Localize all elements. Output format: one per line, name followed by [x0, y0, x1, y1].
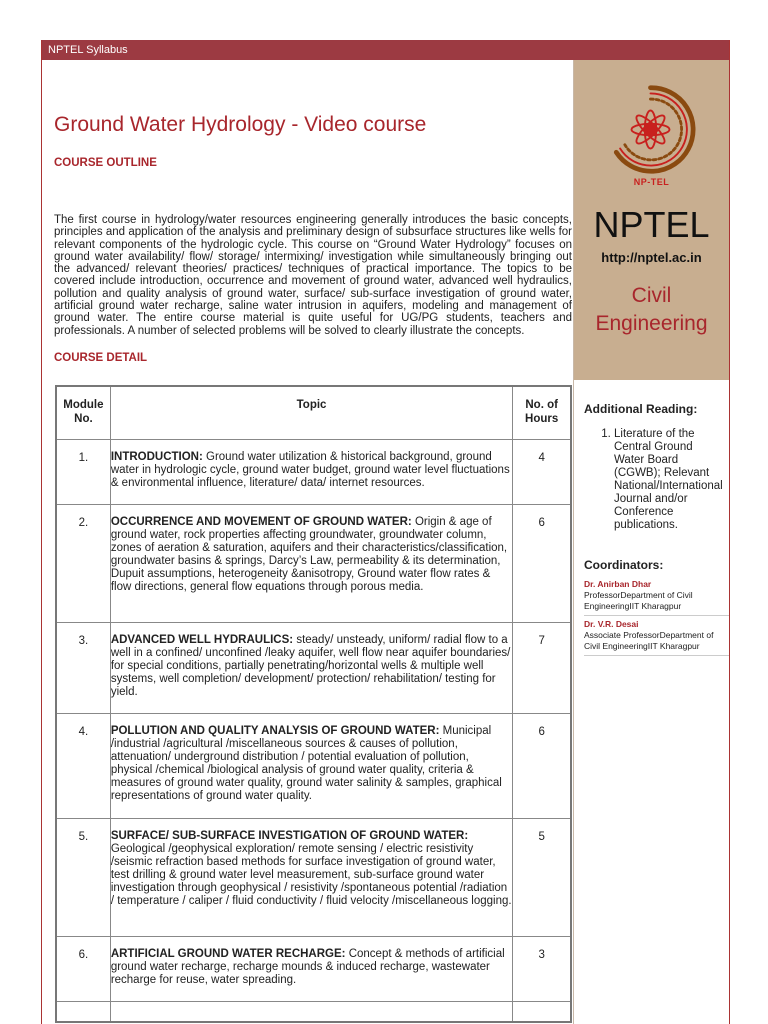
topic-cell [110, 440, 512, 505]
hours-cell: 4 [513, 440, 571, 505]
top-bar [42, 40, 729, 60]
topic-cell [110, 819, 512, 937]
table-header-row [56, 386, 571, 440]
table-row [56, 623, 571, 714]
topic-heading: ARTIFICIAL GROUND WATER RECHARGE: [110, 948, 346, 960]
module-number-cell: 5. [56, 819, 110, 937]
hours-cell: 6 [513, 505, 571, 623]
hours-cell: 3 [513, 937, 571, 1002]
header-hours: No. of Hours [513, 386, 571, 440]
topic-cell [110, 1002, 512, 1022]
topic-text: steady/ unsteady, uniform/ radial flow to a well in a confined/ unconfined /leaky aquifer, well flow near aquifer boundaries/ for special conditions, partially penetrating/horizontal wells & multiple well systems, well completion/ development/ protection/ rehabilitation/ testing for yield. [110, 634, 511, 698]
table-row [56, 714, 571, 819]
course-detail-heading: COURSE DETAIL [54, 352, 148, 364]
hours-cell: 6 [513, 714, 571, 819]
coordinators-heading: Coordinators: [584, 558, 664, 572]
sidebar-brand-panel [574, 60, 729, 380]
topic-heading: POLLUTION AND QUALITY ANALYSIS OF GROUND WATER: [110, 725, 440, 737]
topic-heading: SURFACE/ SUB-SURFACE INVESTIGATION OF GROUND WATER: [110, 830, 469, 842]
hours-cell [513, 1002, 571, 1022]
topic-heading: ADVANCED WELL HYDRAULICS: [110, 634, 294, 646]
department-name: Civil Engineering [595, 284, 708, 335]
coordinator-detail: Associate ProfessorDepartment of Civil EngineeringIIT Kharagpur [584, 630, 714, 651]
brand-name: NPTEL [593, 204, 710, 245]
coordinator-name[interactable]: Dr. Anirban Dhar [584, 579, 652, 589]
topic-text: Origin & age of ground water, rock properties affecting groundwater, groundwater column, zones of aeration & saturation, aquifers and their characteristics/classification, groundwater basins & springs, Darcy’s Law, permeability & its determination, Dupuit assumptions, heterogeneity &anisotropy, Ground water flow rates & flow directions, general flow equations through porous media. [110, 516, 508, 593]
module-number-cell: 1. [56, 440, 110, 505]
hours-cell: 7 [513, 623, 571, 714]
header-module: Module No. [56, 386, 110, 440]
additional-reading-heading: Additional Reading: [584, 402, 698, 416]
page-frame [41, 40, 730, 1024]
module-number-cell: 4. [56, 714, 110, 819]
brand-url[interactable]: http://nptel.ac.in [601, 250, 702, 265]
hours-cell: 5 [513, 819, 571, 937]
topic-text: Ground water utilization & historical background, ground water in hydrologic cycle, ground water budget, ground water level fluctuations & environmental influence, literature/ data/ internet resources. [110, 451, 510, 489]
coordinator-entry [584, 579, 729, 616]
course-title: Ground Water Hydrology - Video course [54, 113, 427, 136]
table-row [56, 937, 571, 1002]
topic-cell [110, 623, 512, 714]
module-number-cell: 6. [56, 937, 110, 1002]
topic-cell [110, 714, 512, 819]
main-content [42, 60, 573, 1024]
table-row [56, 819, 571, 937]
table-row [56, 1002, 571, 1022]
module-number-cell: 3. [56, 623, 110, 714]
topic-cell [110, 505, 512, 623]
topic-cell [110, 937, 512, 1002]
table-row [56, 440, 571, 505]
logo-caption: NP-TEL [633, 177, 670, 187]
topic-heading: OCCURRENCE AND MOVEMENT OF GROUND WATER: [110, 516, 412, 528]
table-row [56, 505, 571, 623]
sidebar [573, 60, 729, 1024]
coordinator-name[interactable]: Dr. V.R. Desai [584, 619, 639, 629]
additional-reading-list [584, 428, 724, 532]
topic-heading: INTRODUCTION: [110, 451, 203, 463]
module-number-cell: 2. [56, 505, 110, 623]
header-topic: Topic [110, 386, 512, 440]
topic-text: Municipal /industrial /agricultural /miscellaneous sources & causes of pollution, attenuation/ underground distribution / potential evaluation of pollution, physical /chemical /biological analysis of ground water quality, criteria & measures of ground water quality, ground water salinity & samples, graphical representations of ground water quality. [110, 725, 502, 802]
coordinator-entry [584, 619, 729, 656]
topic-text: Concept & methods of artificial ground water recharge, recharge mounds & induced recharge, wastewater recharge for reuse, water spreading. [110, 948, 505, 986]
course-outline-text: The first course in hydrology/water resources engineering generally introduces the basic concepts, principles and application of the analysis and preliminary design of subsurface structures like wells for relevant components of the hydrologic cycle. This course on “Ground Water Hydrology” focuses on ground water availability/ flow/ storage/ intermixing/ investigation while simultaneously bringing out the advanced/ relevant theories/ practices/ techniques of practical importance. The topics to be covered include introduction, occurrence and movement of ground water, advanced well hydraulics, pollution and quality analysis of ground water, surface/ sub-surface investigation of ground water, artificial ground water recharge, saline water intrusion in aquifers, modeling and management of ground water. The entire course material is quite useful for UG/PG students, teachers and professionals. A number of selected problems will be solved to clearly illustrate the concepts. [54, 214, 572, 337]
topic-text: Geological /geophysical exploration/ remote sensing / electric resistivity /seismic refraction based methods for surface investigation of ground water, test drilling & ground water level measurement, sub-surface ground water investigation through geophysical / resistivity /spontaneous potential /radiation / temperature / caliper / fluid conductivity / fluid velocity /miscellaneous logging. [110, 843, 512, 907]
module-number-cell [56, 1002, 110, 1022]
coordinator-detail: ProfessorDepartment of Civil EngineeringIIT Kharagpur [584, 590, 693, 611]
top-bar-label: NPTEL Syllabus [48, 44, 128, 56]
course-detail-table [55, 385, 572, 1023]
reading-item: 1. Literature of the Central Ground Water Board (CGWB); Relevant National/International Journal and/or Conference publications. [614, 428, 724, 532]
course-outline-heading: COURSE OUTLINE [54, 157, 157, 169]
nptel-logo-icon [603, 82, 698, 177]
